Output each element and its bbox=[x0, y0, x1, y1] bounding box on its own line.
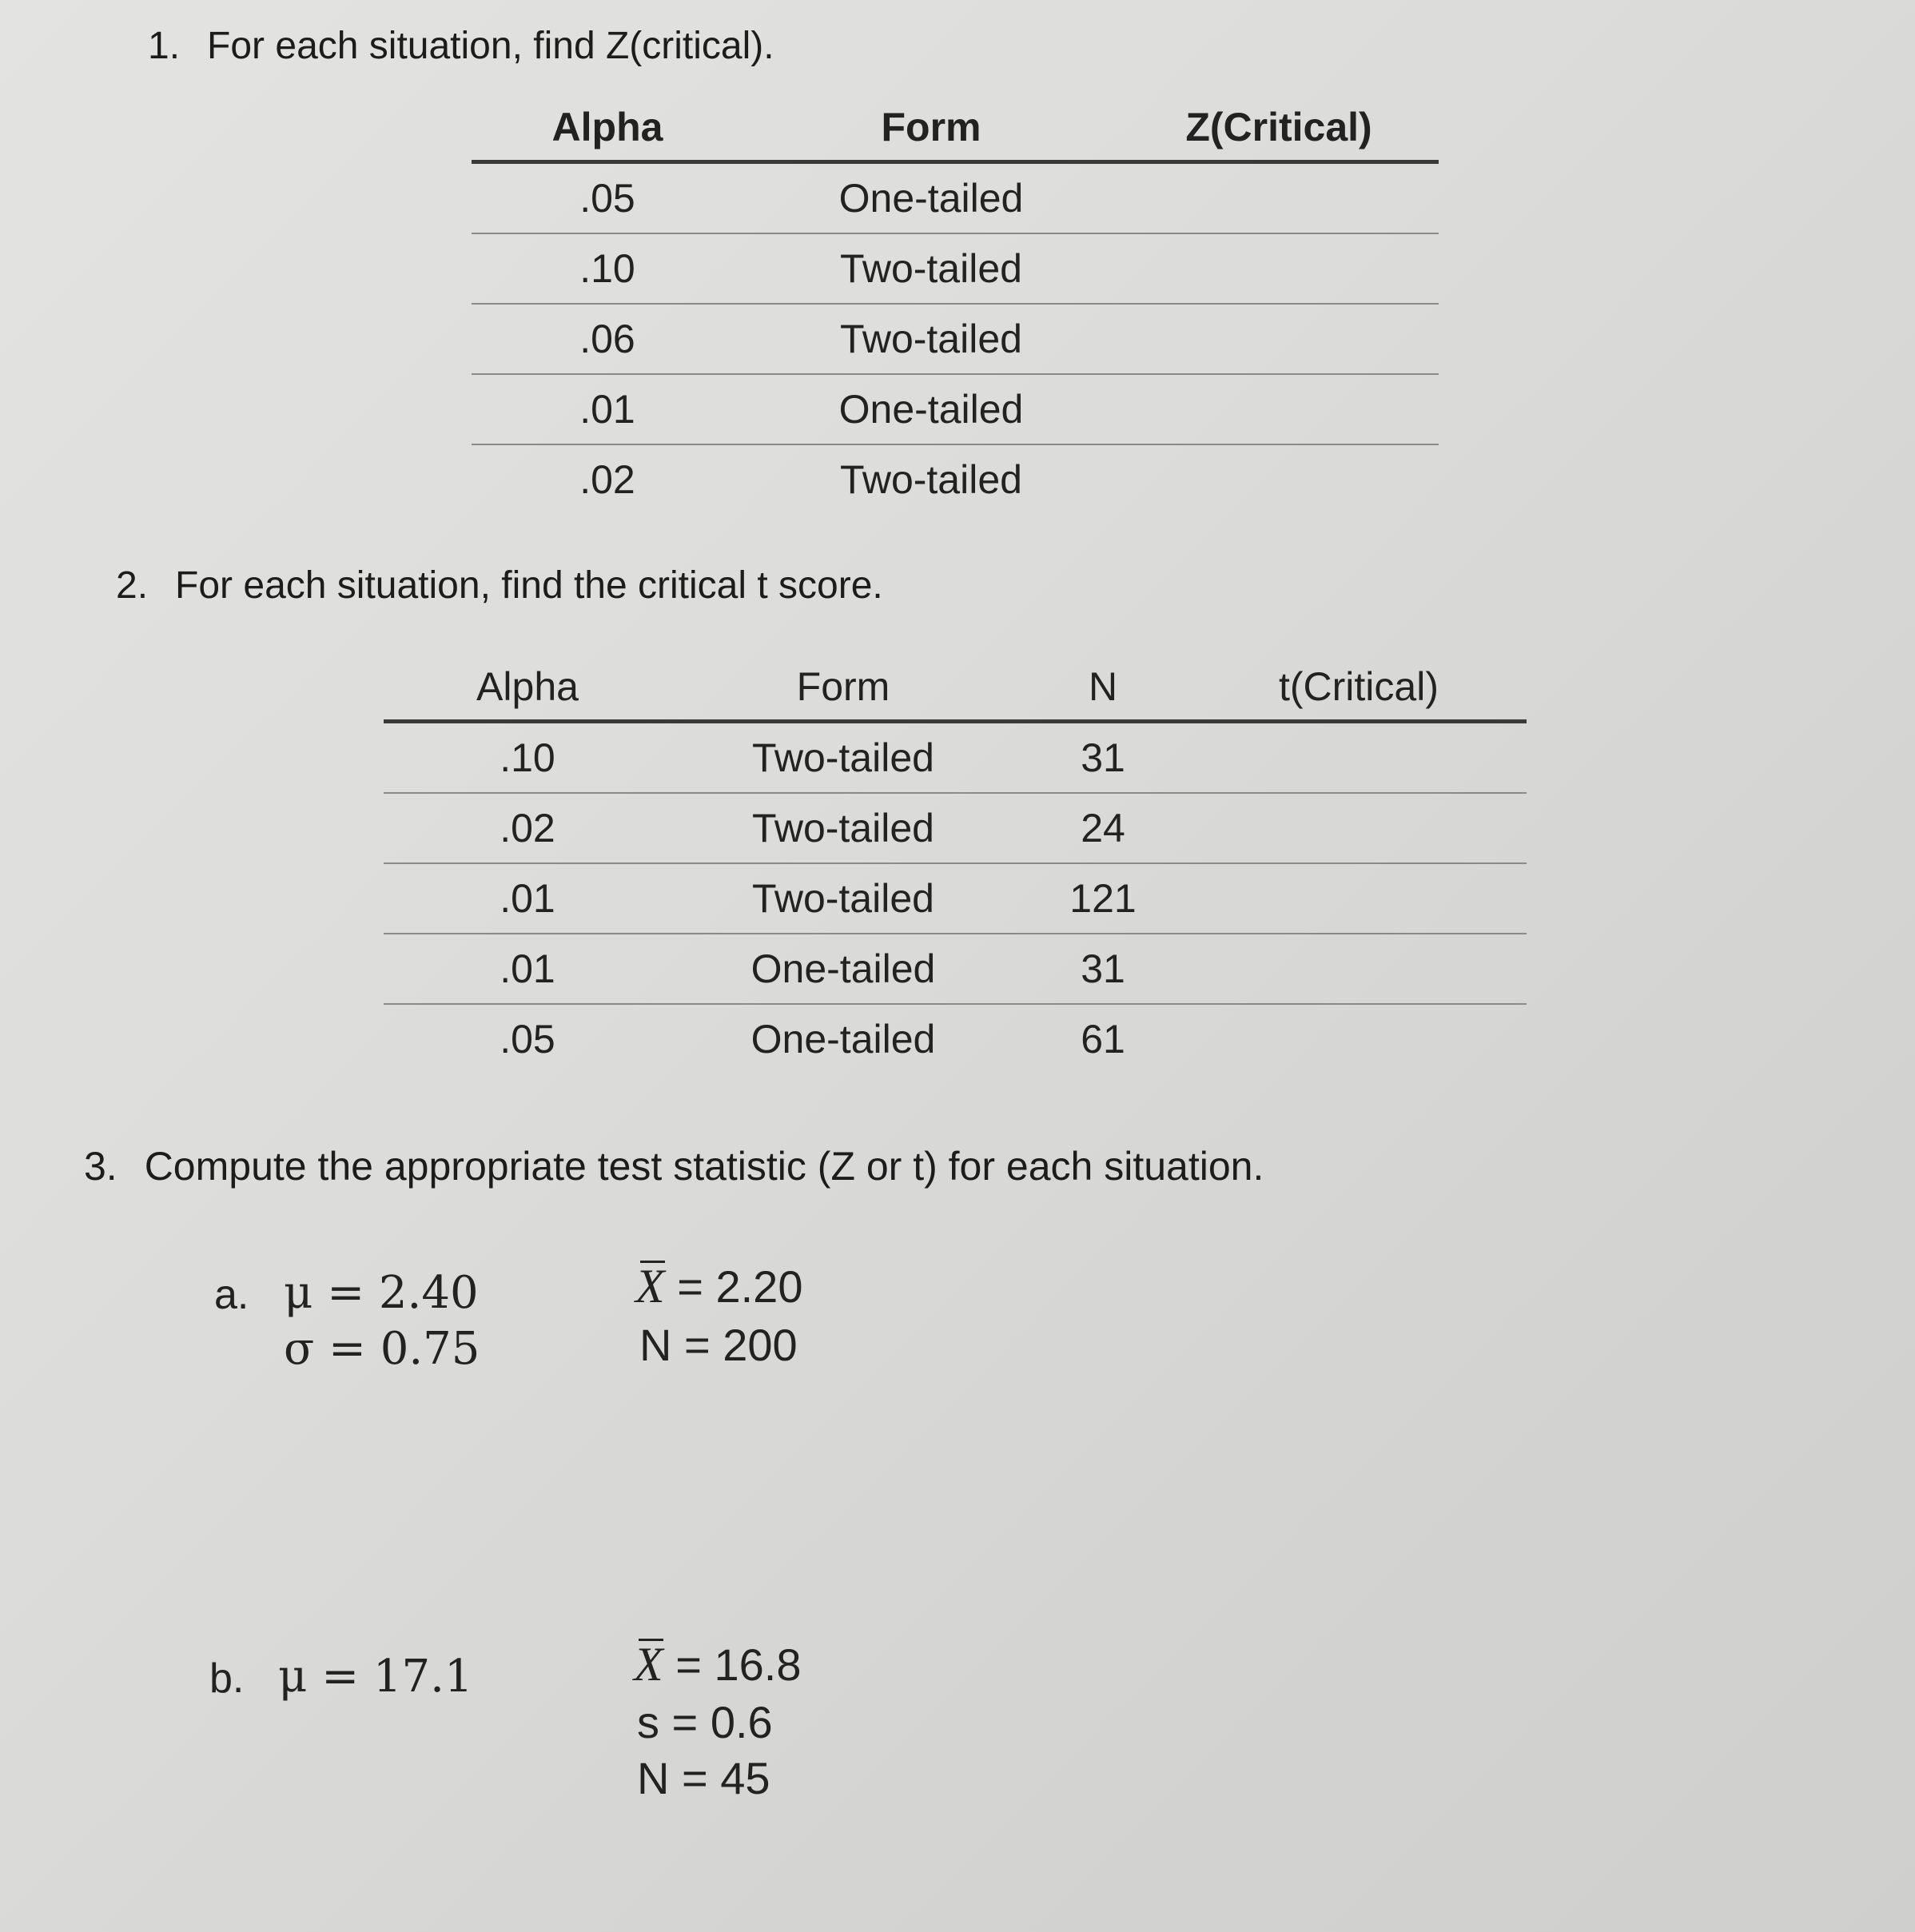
part-a-xbar-value: = 2.20 bbox=[664, 1261, 803, 1312]
table-row bbox=[472, 233, 1439, 304]
part-a-label: a. bbox=[214, 1272, 249, 1318]
part-b-label: b. bbox=[209, 1655, 245, 1702]
question-1-text: For each situation, find Z(critical). bbox=[207, 25, 774, 67]
t-critical-table bbox=[384, 663, 1527, 1074]
table-row bbox=[384, 934, 1527, 1004]
alpha-cell: .10 bbox=[384, 722, 671, 794]
form-cell: Two-tailed bbox=[743, 304, 1119, 374]
t-critical-cell bbox=[1191, 934, 1527, 1004]
z-critical-cell bbox=[1119, 162, 1439, 234]
table-row bbox=[384, 722, 1527, 794]
form-cell: Two-tailed bbox=[840, 457, 1022, 502]
part-a-mu: μ = 2.40 bbox=[284, 1267, 479, 1319]
alpha-cell: .05 bbox=[472, 162, 743, 234]
form-cell: Two-tailed bbox=[671, 863, 1015, 934]
form-cell: Two-tailed bbox=[743, 233, 1119, 304]
part-a-xbar bbox=[635, 1259, 802, 1314]
table-row bbox=[472, 374, 1439, 444]
part-b-n: N = 45 bbox=[637, 1753, 770, 1803]
table-header-row bbox=[472, 104, 1439, 162]
form-cell: One-tailed bbox=[743, 162, 1119, 234]
t-critical-cell bbox=[1191, 722, 1527, 794]
part-b-xbar-value: = 16.8 bbox=[663, 1639, 802, 1690]
n-cell: 121 bbox=[1015, 863, 1191, 934]
alpha-cell: .06 bbox=[472, 304, 743, 374]
col-header-t-critical: t(Critical) bbox=[1191, 663, 1527, 722]
col-header-z-critical: Z(Critical) bbox=[1119, 104, 1439, 162]
part-a-n: N = 200 bbox=[639, 1320, 798, 1370]
table-row bbox=[384, 1004, 1527, 1074]
xbar-symbol: X bbox=[635, 1260, 665, 1313]
table-row bbox=[472, 162, 1439, 234]
alpha-cell: .01 bbox=[472, 374, 743, 444]
n-cell: 24 bbox=[1015, 793, 1191, 863]
question-1-prompt bbox=[148, 24, 774, 68]
form-cell: One-tailed bbox=[671, 934, 1015, 1004]
col-header-n: N bbox=[1015, 663, 1191, 722]
alpha-cell: .05 bbox=[500, 1017, 555, 1062]
question-2-text: For each situation, find the critical t score. bbox=[175, 564, 883, 607]
alpha-cell: .01 bbox=[384, 863, 671, 934]
z-critical-cell bbox=[1119, 444, 1439, 514]
n-cell: 31 bbox=[1015, 722, 1191, 794]
question-3-text: Compute the appropriate test statistic (Z or t) for each situation. bbox=[144, 1144, 1264, 1189]
form-cell: Two-tailed bbox=[671, 793, 1015, 863]
col-header-form: Form bbox=[743, 104, 1119, 162]
n-cell: 61 bbox=[1081, 1017, 1125, 1062]
t-critical-cell bbox=[1191, 1004, 1527, 1074]
form-cell: One-tailed bbox=[743, 374, 1119, 444]
alpha-cell: .02 bbox=[384, 793, 671, 863]
part-b-s: s = 0.6 bbox=[637, 1697, 773, 1747]
part-b-mu: μ = 17.1 bbox=[278, 1651, 473, 1703]
part-b-xbar bbox=[634, 1637, 801, 1692]
table-row bbox=[472, 444, 1439, 514]
col-header-alpha: Alpha bbox=[384, 663, 671, 722]
t-critical-cell bbox=[1191, 793, 1527, 863]
alpha-cell: .02 bbox=[579, 457, 635, 502]
col-header-alpha: Alpha bbox=[472, 104, 743, 162]
question-3-prompt bbox=[84, 1143, 1264, 1189]
part-a-sigma: σ = 0.75 bbox=[284, 1323, 480, 1375]
question-2-prompt bbox=[116, 564, 883, 607]
form-cell: One-tailed bbox=[750, 1017, 936, 1062]
alpha-cell: .10 bbox=[472, 233, 743, 304]
z-critical-cell bbox=[1119, 304, 1439, 374]
question-3-number: 3. bbox=[84, 1144, 117, 1189]
form-cell: Two-tailed bbox=[671, 722, 1015, 794]
z-critical-cell bbox=[1119, 233, 1439, 304]
table-header-row bbox=[384, 663, 1527, 722]
z-critical-table bbox=[472, 104, 1439, 514]
table-row bbox=[384, 793, 1527, 863]
xbar-symbol: X bbox=[634, 1638, 663, 1691]
n-cell: 31 bbox=[1015, 934, 1191, 1004]
z-critical-cell bbox=[1119, 374, 1439, 444]
alpha-cell: .01 bbox=[384, 934, 671, 1004]
table-row bbox=[384, 863, 1527, 934]
question-2-number: 2. bbox=[116, 564, 149, 607]
col-header-form: Form bbox=[671, 663, 1015, 722]
table-row bbox=[472, 304, 1439, 374]
question-1-number: 1. bbox=[148, 25, 181, 67]
t-critical-cell bbox=[1191, 863, 1527, 934]
